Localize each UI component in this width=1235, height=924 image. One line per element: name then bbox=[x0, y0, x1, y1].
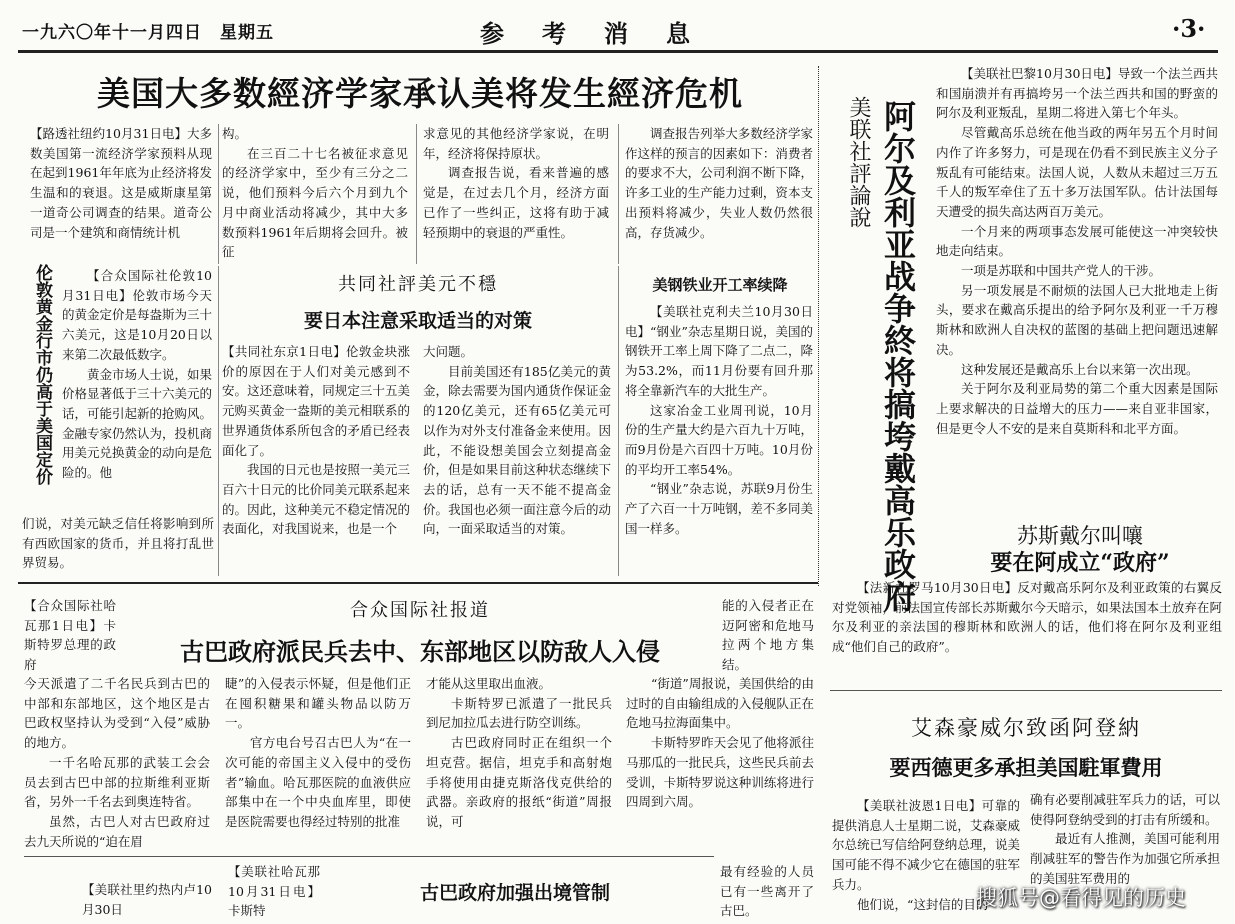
soustelle-headline: 要在阿成立“政府” bbox=[990, 550, 1170, 576]
cuba-headline: 古巴政府派民兵去中、东部地区以防敌人入侵 bbox=[180, 638, 660, 666]
cuba-col-4: “街道”周报说，美国供给的由过时的自由输组成的入侵舰队正在危地马拉海面集中。 卡斯特罗昨天会见了他将派往马那瓜的一批民兵，这些民兵前去受训，卡斯特罗说这种训练将进行四周到六周。 bbox=[626, 676, 814, 810]
masthead-date: 一九六〇年十一月四日 星期五 bbox=[22, 23, 274, 43]
kyodo-col-2: 大问题。 目前美国还有185亿美元的黄金，除去需要为国内通货作保证金的120亿美元，还有65亿美元可以作为对外支付准备金来使用。因此，不能设想美国会立刻提高金价，但是如果目前这种状态继续下去的话，总有一天不能不提高金价。我国也必须一面注意今后的动向，一面采取适当的对策。 bbox=[423, 344, 611, 537]
cuba-col-1: 今天派遣了二千名民兵到古巴的中部和东部地区，这个地区是古巴政权坚持认为受到“入侵”威胁的地方。 一千名哈瓦那的武装工会会员去到古巴中部的拉斯维利亚斯省，另外一千名去到奥连特省。 虽然，古巴人对古巴政府过去九天所说的“迫在眉 bbox=[24, 676, 210, 849]
lead-col-2: 构。 在三百二十七名被征求意见的经济学家中，至少有三分之二说，他们预料今后六个月到九个月中商业活动将减少，其中大多数预料1961年后期将会回升。被征 bbox=[222, 126, 408, 260]
gold-body: 【合众国际社伦敦10月31日电】伦敦市场今天的黄金定价是每盎斯为三十六美元，这是10月20日以来第二次最低数字。 黄金市场人士说，如果价格显著低于三十六美元的话，可能引起新的抢购风。金融专家仍然认为，投机商用美元兑换黄金的动向是危险的。他 bbox=[62, 268, 212, 481]
section-rule bbox=[830, 690, 1222, 691]
kyodo-kicker: 共同社評美元不穩 bbox=[338, 274, 498, 295]
cuba-dateline: 【合众国际社哈瓦那1日电】卡斯特罗总理的政府 bbox=[24, 598, 116, 673]
divider bbox=[618, 124, 619, 264]
lead-headline: 美国大多数經济学家承认美将发生經济危机 bbox=[97, 74, 743, 113]
lead-col-1: 【路透社纽约10月31日电】大多数美国第一流经济学家预料从现在起到1961年年底为止经济将发生温和的衰退。这是威斯康星第一道奇公司调查的结果。道奇公司是一个建筑和商情统计机 bbox=[30, 126, 212, 240]
divider bbox=[218, 266, 219, 576]
bottom-headline: 古巴政府加强出境管制 bbox=[419, 882, 610, 904]
cuba-col-3: 才能从这里取出血液。 卡斯特罗已派遣了一批民兵到尼加拉瓜去进行防空训练。 古巴政府同时正在组织一个坦克营。据信，坦克手和高射炮手将使用由捷克斯洛伐克供给的武器。亲政府的报纸“街道”周报说，可 bbox=[426, 676, 612, 829]
column-divider bbox=[818, 66, 820, 586]
divider bbox=[416, 124, 417, 264]
eisenhower-col-2: 确有必要削减驻军兵力的话，可以使得阿登纳受到的打击有所缓和。 最近有人推测，美国可能利用削减驻军的警告作为加强它所承担的美国驻军费用的 bbox=[1030, 792, 1220, 886]
algeria-body: 【美联社巴黎10月30日电】导致一个法兰西共和国崩溃并有再搞垮另一个法兰西共和国的野蛮的阿尔及利亚叛乱，星期二将进入第七个年头。 尽管戴高乐总统在他当政的两年另五个月时间内作了许多努力，可是现在仍看不到民族主义分子叛乱有可能结束。法国人说，人数从未超过三万五千人的叛军牵住了五十多万法国军队。估计法国每天遭受的损失高达两百万美元。 一个月来的两项事态发展可能使这一冲突较快地走向结束。 一项是苏联和中国共产党人的干涉。 另一项发展是不耐烦的法国人已大批地走上街头，要求在戴高乐提出的给予阿尔及利亚一千万穆斯林和欧洲人自决权的蓝图的基础上把问题迅速解决。 这种发展还是戴高乐上台以来第一次出现。 关于阿尔及利亚局势的第二个重大因素是国际上要求解决的日益增大的压力——来自亚非国家，但是更令人不安的是来自莫斯科和北平方面。 bbox=[936, 66, 1218, 436]
cuba-col-4-top: 能的入侵者正在迈阿密和危地马拉两个地方集结。 bbox=[722, 598, 814, 673]
masthead bbox=[0, 12, 1235, 46]
bottom-ap-dateline: 【美联社里约热内卢10月30日 bbox=[82, 882, 212, 917]
divider bbox=[618, 266, 619, 576]
algeria-side-label: 美联社評論說 bbox=[846, 96, 871, 228]
gold-tail: 们说，对美元缺乏信任将影响到所有西欧国家的货币，并且将打乱世界贸易。 bbox=[22, 516, 214, 571]
section-rule bbox=[24, 856, 714, 857]
divider bbox=[218, 124, 219, 264]
lead-col-4: 调查报告列举大多数经济学家作这样的预言的因素如下：消费者的要求不大，公司利润不断下降，许多工业的生产能力过剩，资本支出预料将减少，失业人数仍然很高，存货减少。 bbox=[625, 126, 813, 240]
bottom-ap-havana: 【美联社哈瓦那10月31日电】卡斯特 bbox=[228, 864, 320, 919]
cuba-col-4-tail: 最有经验的人员已有一些离开了古巴。 bbox=[720, 864, 814, 919]
watermark: 搜狐号@看得见的历史 bbox=[976, 886, 1186, 910]
kyodo-headline: 要日本注意采取适当的对策 bbox=[303, 310, 532, 332]
algeria-headline: 阿尔及利亚战争終将搞垮戴高乐政府 bbox=[879, 100, 917, 612]
soustelle-kicker: 苏斯戴尔叫嚷 bbox=[1017, 524, 1143, 548]
page-number: ·3· bbox=[1172, 14, 1206, 43]
masthead-rule bbox=[18, 50, 1218, 53]
eisenhower-headline: 要西德更多承担美国駐軍費用 bbox=[889, 756, 1163, 780]
kyodo-col-1: 【共同社东京1日电】伦敦金块涨价的原因在于人们对美元感到不安。这还意味着，同规定三十五美元购买黄金一盎斯的美元相联系的世界通货体系所包含的矛盾已经表面化了。 我国的日元也是按照一美元三百六十日元的比价同美元联系起来的。因此，这种美元不稳定情况的表面化，对我国说来，也是一个 bbox=[222, 344, 410, 537]
gold-headline: 伦敦黄金行市仍高于美国定价 bbox=[32, 264, 52, 485]
eisenhower-col-1: 【美联社波恩1日电】可靠的提供消息人士星期二说，艾森豪威尔总统已写信给阿登纳总理，说美国可能不得不减少它在德国的驻军兵力。 他们说，“这封信的目的 bbox=[832, 798, 1020, 912]
lead-col-3: 求意见的其他经济学家说，在明年，经济将保持原状。 调查报告说，看来普遍的感觉是，在过去几个月，经济方面已作了一些纠正，这将有助于减轻预期中的衰退的严重性。 bbox=[423, 126, 609, 240]
steel-body: 【美联社克利夫兰10月30日电】“钢业”杂志星期日说，美国的钢铁开工率上周下降了二点二，降为53.2%，而11月份要有回升那将全靠新汽车的大批生产。 这家冶金工业周刊说，10月份的生产量大约是六百九十万吨，而9月份是六百四十万吨。10月份的平均开工率54%。 “钢业”杂志说，苏联9月份生产了六百一十万吨钢，差不多同美国一样多。 bbox=[625, 304, 813, 536]
soustelle-body: 【法新社罗马10月30日电】反对戴高乐阿尔及利亚政策的右翼反对党领袖，前法国宣传部长苏斯戴尔今天暗示，如果法国本土放弃在阿尔及利亚的亲法国的穆斯林和欧洲人的话，他们将在阿尔及利亚组成“他们自己的政府”。 bbox=[832, 580, 1222, 655]
cuba-kicker: 合众国际社报道 bbox=[350, 600, 490, 621]
steel-headline: 美钢铁业开工率续降 bbox=[652, 276, 788, 294]
cuba-col-2: 睫”的入侵表示怀疑，但是他们正在囤积糖果和罐头物品以防万一。 官方电台号召古巴人为“在一次可能的帝国主义入侵中的受伤者”输血。哈瓦那医院的血液供应部集中在一个中央血库里，即使是医院需要也得经过特别的批准 bbox=[225, 676, 411, 829]
masthead-title: 参考消息 bbox=[480, 19, 728, 48]
section-rule bbox=[18, 582, 818, 584]
eisenhower-kicker: 艾森豪威尔致函阿登納 bbox=[911, 716, 1141, 740]
